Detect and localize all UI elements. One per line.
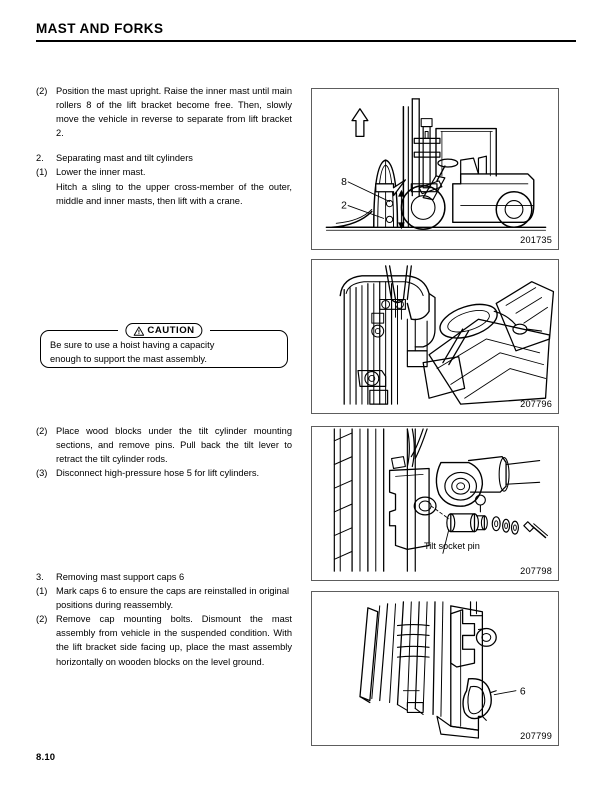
figure-panel-mast-sling bbox=[311, 259, 559, 414]
caution-line-1: Be sure to use a hoist having a capacity bbox=[50, 340, 215, 350]
paragraph-body: Hitch a sling to the upper cross-member of the outer, middle and inner masts, then lift with a crane. bbox=[56, 181, 292, 206]
paragraph-spacer bbox=[36, 140, 292, 151]
instruction-paragraph bbox=[36, 151, 292, 165]
paragraph-body: Separating mast and tilt cylinders bbox=[56, 153, 193, 164]
figure-number: 201735 bbox=[520, 235, 552, 245]
page-title: MAST AND FORKS bbox=[36, 21, 164, 36]
figure-callout-2: 2 bbox=[341, 200, 347, 212]
instruction-text-column-lower bbox=[36, 570, 292, 669]
caution-box bbox=[40, 323, 288, 368]
figure-callout-8: 8 bbox=[341, 176, 347, 188]
forklift-side-view-illustration bbox=[312, 89, 558, 249]
instruction-text-column-middle bbox=[36, 424, 292, 480]
instruction-paragraph bbox=[36, 424, 292, 466]
page-footer bbox=[36, 752, 55, 763]
paragraph-marker: 3. bbox=[36, 572, 44, 582]
caution-label-text: CAUTION bbox=[147, 324, 195, 336]
paragraph-marker: (3) bbox=[36, 468, 48, 479]
paragraph-marker: (2) bbox=[36, 426, 48, 436]
figure-caption-tilt-socket-pin: Tilt socket pin bbox=[424, 541, 480, 551]
paragraph-body: Disconnect high-pressure hose 5 for lift cylinders. bbox=[56, 468, 260, 479]
instruction-text-column bbox=[36, 84, 292, 208]
figure-number: 207799 bbox=[520, 731, 552, 741]
page-number: 8.10 bbox=[36, 752, 56, 763]
figure-number: 207798 bbox=[520, 566, 552, 576]
paragraph-marker: (1) bbox=[36, 586, 48, 597]
caution-label bbox=[125, 323, 202, 338]
warning-triangle-icon bbox=[133, 326, 144, 336]
caution-line-2: enough to support the mast assembly. bbox=[50, 354, 207, 365]
figure-panel-mast-support-cap bbox=[311, 591, 559, 746]
paragraph-marker: (2) bbox=[36, 614, 48, 625]
paragraph-marker: (1) bbox=[36, 167, 48, 178]
tilt-socket-pin-illustration bbox=[312, 427, 558, 580]
paragraph-body: Mark caps 6 to ensure the caps are reinstalled in original positions during reassembly. bbox=[56, 586, 290, 611]
paragraph-marker: (2) bbox=[36, 86, 48, 96]
caution-body bbox=[50, 338, 278, 366]
paragraph-body: Removing mast support caps 6 bbox=[56, 572, 185, 582]
instruction-paragraph bbox=[36, 165, 292, 179]
figure-callout-6: 6 bbox=[519, 686, 526, 698]
instruction-paragraph bbox=[36, 466, 292, 480]
instruction-paragraph bbox=[36, 180, 292, 208]
figure-panel-forklift bbox=[311, 88, 559, 250]
instruction-paragraph bbox=[36, 84, 292, 140]
paragraph-body: Position the mast upright. Raise the inner mast until main rollers 8 of the lift bracket become free. Then, slowly move the vehicle in reverse to separate from lift bracket 2. bbox=[56, 86, 292, 139]
instruction-paragraph bbox=[36, 612, 292, 668]
figure-number: 207796 bbox=[520, 399, 552, 409]
paragraph-body: Remove cap mounting bolts. Dismount the mast assembly from vehicle in the suspended condition. With the lift bracket side facing up, place the mast assembly horizontally on wooden blocks on the level ground. bbox=[56, 614, 292, 667]
figure-panel-tilt-socket-pin bbox=[311, 426, 559, 581]
mast-support-cap-illustration bbox=[312, 592, 558, 745]
mast-sling-illustration bbox=[312, 260, 558, 413]
paragraph-marker bbox=[36, 180, 56, 208]
instruction-paragraph bbox=[36, 584, 292, 612]
paragraph-body: Lower the inner mast. bbox=[56, 167, 146, 178]
instruction-paragraph bbox=[36, 570, 292, 584]
paragraph-body: Place wood blocks under the tilt cylinder mounting sections, and remove pins. Pull back the tilt lever to retract the tilt cylinder rods. bbox=[56, 426, 292, 465]
paragraph-marker: 2. bbox=[36, 153, 44, 164]
